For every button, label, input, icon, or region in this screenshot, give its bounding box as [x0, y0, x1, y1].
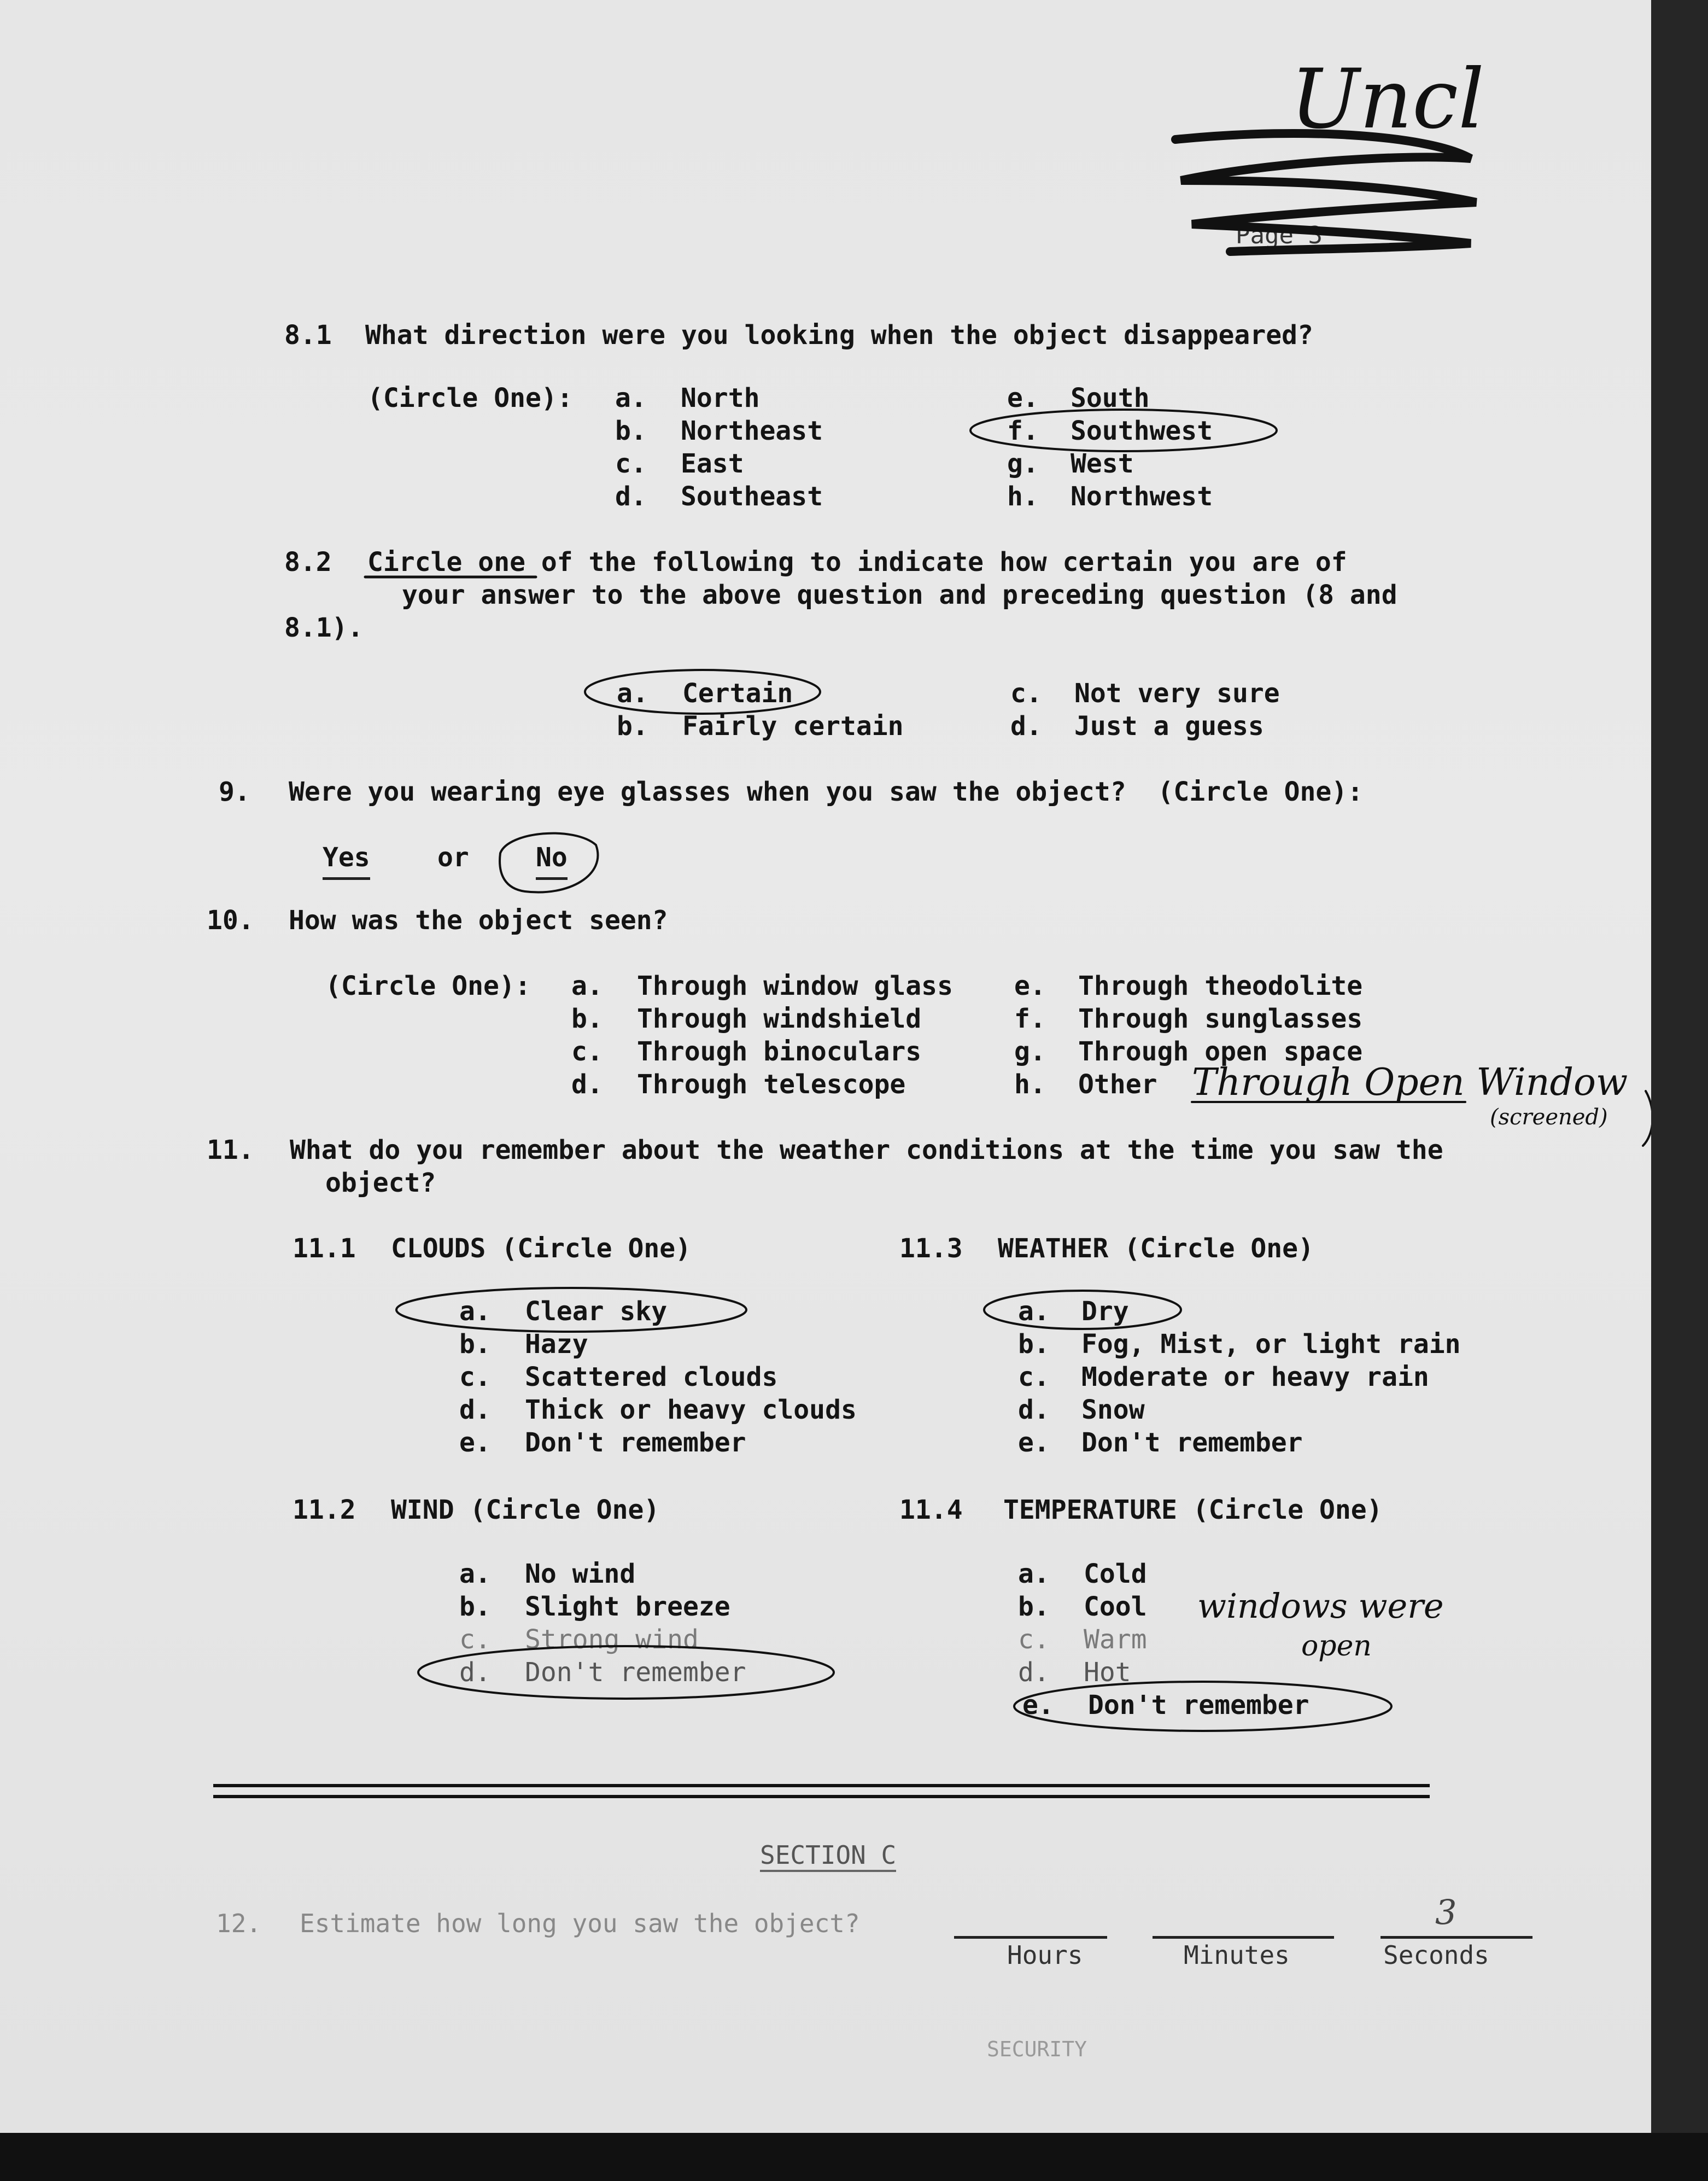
circle-q11-4-dont-remember — [1014, 1682, 1391, 1731]
q11-1-option-a-letter: a. — [459, 1296, 491, 1327]
hours-label: Hours — [1007, 1940, 1083, 1970]
q10-option-a: Through window glass — [637, 971, 953, 1001]
q11-2-option-c: Strong wind — [525, 1624, 699, 1655]
q11-2-option-b-letter: b. — [459, 1591, 491, 1622]
q11-4-handwritten-note-line-1: windows were — [1197, 1586, 1444, 1626]
q8-1-option-e-letter: e. — [1007, 383, 1039, 413]
q11-1-title: CLOUDS (Circle One) — [391, 1233, 692, 1264]
circle-q9-no — [500, 833, 598, 893]
q8-2-option-a: Certain — [682, 678, 793, 709]
q8-1-option-f-letter: f. — [1007, 416, 1039, 446]
q10-option-f: Through sunglasses — [1078, 1004, 1363, 1034]
q8-1-option-a: North — [681, 383, 760, 413]
q10-option-b-letter: b. — [571, 1004, 603, 1034]
q8-2-option-d: Just a guess — [1074, 711, 1264, 742]
q10-option-e: Through theodolite — [1078, 971, 1363, 1001]
q11-3-option-a: Dry — [1081, 1296, 1129, 1327]
q10-option-g-letter: g. — [1014, 1036, 1046, 1067]
q11-1-number: 11.1 — [293, 1233, 356, 1264]
q8-1-option-c-letter: c. — [615, 448, 647, 479]
q11-1-option-b: Hazy — [525, 1329, 588, 1360]
scan-border-bottom — [0, 2133, 1708, 2181]
q11-1-option-e-letter: e. — [459, 1427, 491, 1458]
security-stamp: SECURITY — [987, 2037, 1087, 2061]
q11-1-option-d-letter: d. — [459, 1395, 491, 1425]
q11-1-option-c-letter: c. — [459, 1362, 491, 1392]
q11-3-title: WEATHER (Circle One) — [998, 1233, 1314, 1264]
minutes-label: Minutes — [1184, 1940, 1290, 1970]
q8-2-option-c-letter: c. — [1010, 678, 1042, 709]
q11-2-option-c-letter: c. — [459, 1624, 491, 1655]
q11-2-option-a: No wind — [525, 1559, 636, 1589]
q11-1-option-b-letter: b. — [459, 1329, 491, 1360]
q8-2-option-c: Not very sure — [1074, 678, 1280, 709]
handwritten-classification-mark: Uncl — [1290, 52, 1485, 147]
q11-3-option-d-letter: d. — [1018, 1395, 1050, 1425]
q10-option-d: Through telescope — [637, 1069, 906, 1100]
q11-4-option-a-letter: a. — [1018, 1559, 1050, 1589]
q11-1-option-c: Scattered clouds — [525, 1362, 778, 1392]
q11-2-option-d-letter: d. — [459, 1657, 491, 1688]
q11-3-option-c-letter: c. — [1018, 1362, 1050, 1392]
q11-4-option-c-letter: c. — [1018, 1624, 1050, 1655]
q8-2-option-b: Fairly certain — [682, 711, 904, 742]
q8-1-option-g: West — [1071, 448, 1134, 479]
q11-1-option-e: Don't remember — [525, 1427, 746, 1458]
q10-option-e-letter: e. — [1014, 971, 1046, 1001]
q11-4-title: TEMPERATURE (Circle One) — [1003, 1495, 1383, 1525]
q11-3-number: 11.3 — [899, 1233, 963, 1264]
q11-4-option-b-letter: b. — [1018, 1591, 1050, 1622]
scribble-out-mark — [1175, 133, 1476, 252]
q11-3-option-e-letter: e. — [1018, 1427, 1050, 1458]
q8-1-text: What direction were you looking when the object disappeared? — [365, 320, 1313, 351]
q11-4-option-b: Cool — [1084, 1591, 1147, 1622]
q8-2-line-1: Circle one of the following to indicate how certain you are of — [367, 547, 1347, 578]
q8-2-option-b-letter: b. — [617, 711, 648, 742]
q9-no: No — [536, 842, 568, 880]
q8-1-option-c: East — [681, 448, 744, 479]
q11-3-option-b: Fog, Mist, or light rain — [1081, 1329, 1461, 1360]
q8-1-option-d-letter: d. — [615, 481, 647, 512]
q11-4-number: 11.4 — [899, 1495, 963, 1525]
q11-3-option-c: Moderate or heavy rain — [1081, 1362, 1429, 1392]
circle-q11-2-dont-remember — [418, 1646, 834, 1699]
q11-4-option-d: Hot — [1084, 1657, 1131, 1688]
q8-2-option-d-letter: d. — [1010, 711, 1042, 742]
q8-1-number: 8.1 — [284, 320, 332, 351]
q11-line-1: What do you remember about the weather conditions at the time you saw the — [290, 1135, 1443, 1165]
q8-1-option-b-letter: b. — [615, 416, 647, 446]
q8-1-option-f: Southwest — [1071, 416, 1213, 446]
q11-3-option-b-letter: b. — [1018, 1329, 1050, 1360]
q10-option-a-letter: a. — [571, 971, 603, 1001]
q10-handwritten-note: (screened) — [1490, 1105, 1608, 1130]
q11-2-option-a-letter: a. — [459, 1559, 491, 1589]
q9-number: 9. — [219, 777, 250, 807]
q8-1-option-h: Northwest — [1071, 481, 1213, 512]
circle-q8-1-southwest — [970, 410, 1277, 451]
q8-2-line-3: 8.1). — [284, 613, 364, 643]
q8-1-option-h-letter: h. — [1007, 481, 1039, 512]
q8-2-number: 8.2 — [284, 547, 332, 578]
q10-number: 10. — [207, 905, 254, 936]
q10-instruction: (Circle One): — [325, 971, 531, 1001]
scan-border-right — [1651, 0, 1708, 2181]
q11-4-option-c: Warm — [1084, 1624, 1147, 1655]
q10-option-f-letter: f. — [1014, 1004, 1046, 1034]
q10-text: How was the object seen? — [289, 905, 668, 936]
q10-option-c-letter: c. — [571, 1036, 603, 1067]
q12-number: 12. — [216, 1909, 262, 1938]
q8-1-instruction: (Circle One): — [367, 383, 573, 413]
q9-or: or — [437, 842, 469, 873]
q10-option-b: Through windshield — [637, 1004, 922, 1034]
q8-1-option-d: Southeast — [681, 481, 823, 512]
q11-2-option-d: Don't remember — [525, 1657, 746, 1688]
q11-2-title: WIND (Circle One) — [391, 1495, 660, 1525]
q10-option-c: Through binoculars — [637, 1036, 922, 1067]
q11-1-option-d: Thick or heavy clouds — [525, 1395, 857, 1425]
q8-1-option-g-letter: g. — [1007, 448, 1039, 479]
q11-2-number: 11.2 — [293, 1495, 356, 1525]
q11-1-option-a: Clear sky — [525, 1296, 668, 1327]
q8-1-option-b: Northeast — [681, 416, 823, 446]
q11-3-option-e: Don't remember — [1081, 1427, 1303, 1458]
q10-handwritten-other: Through Open Window — [1192, 1061, 1628, 1104]
q8-2-option-a-letter: a. — [617, 678, 648, 709]
bracket-handwritten-note — [1643, 1091, 1651, 1146]
q11-4-option-e: Don't remember — [1088, 1690, 1309, 1721]
q8-2-line-2: your answer to the above question and preceding question (8 and — [402, 580, 1397, 610]
q10-option-d-letter: d. — [571, 1069, 603, 1100]
q12-text: Estimate how long you saw the object? — [300, 1909, 860, 1938]
q10-option-h: Other — [1078, 1069, 1157, 1100]
q11-3-option-d: Snow — [1081, 1395, 1145, 1425]
q11-3-option-a-letter: a. — [1018, 1296, 1050, 1327]
q10-option-g: Through open space — [1078, 1036, 1363, 1067]
circle-q11-1-clear-sky — [396, 1288, 746, 1332]
q10-option-h-letter: h. — [1014, 1069, 1046, 1100]
q11-2-option-b: Slight breeze — [525, 1591, 730, 1622]
circle-q8-2-certain — [585, 670, 820, 714]
q11-number: 11. — [207, 1135, 254, 1165]
page-label: Page 3 — [1236, 221, 1323, 249]
q11-4-option-a: Cold — [1084, 1559, 1147, 1589]
q11-line-2: object? — [325, 1168, 436, 1198]
seconds-label: Seconds — [1383, 1940, 1489, 1970]
q11-4-handwritten-note-line-2: open — [1301, 1630, 1372, 1663]
circle-q11-3-dry — [984, 1291, 1181, 1329]
section-c-title: SECTION C — [760, 1840, 896, 1872]
q8-1-option-e: South — [1071, 383, 1150, 413]
q11-4-option-e-letter: e. — [1022, 1690, 1054, 1721]
q9-yes: Yes — [323, 842, 370, 880]
q11-4-option-d-letter: d. — [1018, 1657, 1050, 1688]
seconds-value: 3 — [1435, 1892, 1457, 1932]
q8-1-option-a-letter: a. — [615, 383, 647, 413]
q9-text: Were you wearing eye glasses when you saw the object? (Circle One): — [289, 777, 1364, 807]
